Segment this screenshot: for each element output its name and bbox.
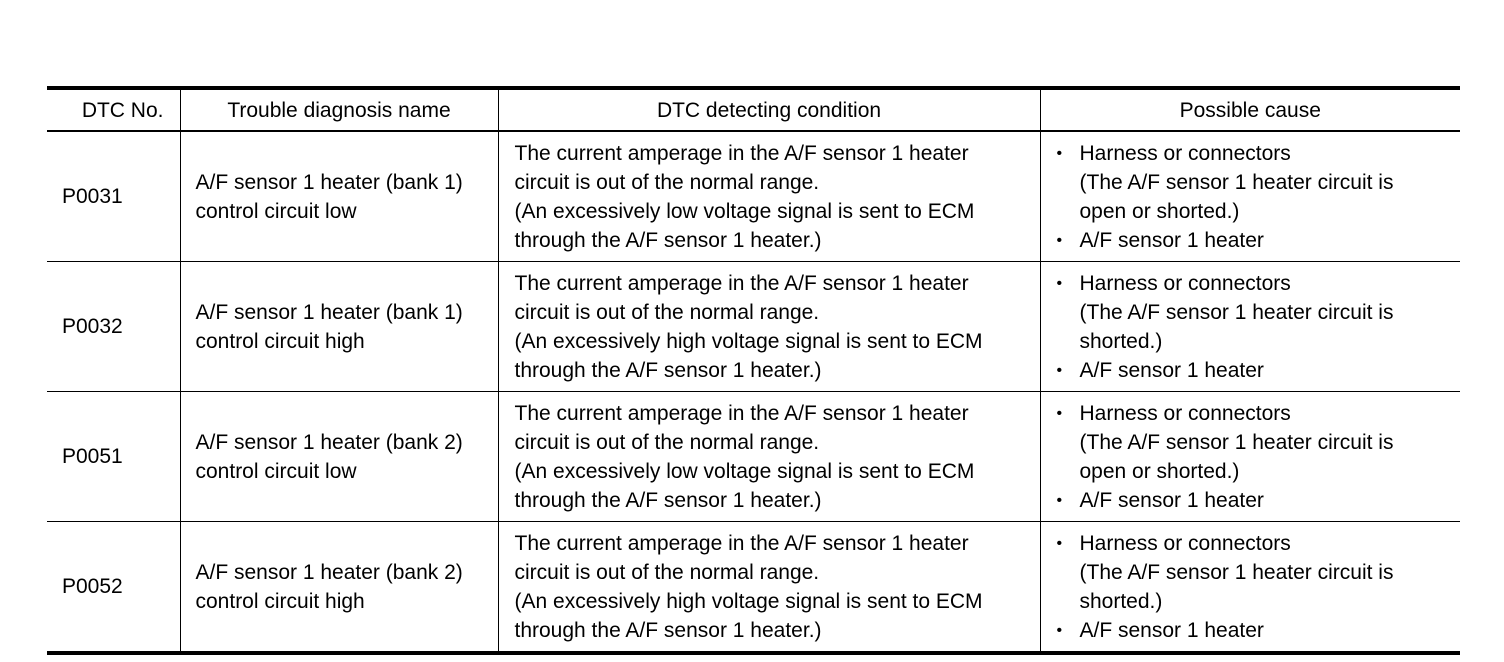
cause-detail-line: (The A/F sensor 1 heater circuit is bbox=[1079, 430, 1394, 454]
cause-detail bbox=[1055, 558, 1461, 616]
bullet-icon: • bbox=[1056, 534, 1063, 552]
condition-line: circuit is out of the normal range. bbox=[514, 560, 820, 584]
condition-line: through the A/F sensor 1 heater.) bbox=[514, 488, 822, 512]
diagnosis-name-line: A/F sensor 1 heater (bank 1) bbox=[195, 170, 463, 194]
condition-line: through the A/F sensor 1 heater.) bbox=[514, 618, 822, 642]
bullet-icon: • bbox=[1056, 621, 1063, 639]
diagnosis-name-line: control circuit high bbox=[195, 329, 365, 353]
cause-item-label: A/F sensor 1 heater bbox=[1079, 358, 1264, 382]
cause-item bbox=[1055, 269, 1461, 298]
diagnosis-name-line: A/F sensor 1 heater (bank 2) bbox=[195, 430, 463, 454]
cause-item bbox=[1055, 139, 1461, 168]
cause-item-label: A/F sensor 1 heater bbox=[1079, 228, 1264, 252]
cause-item-label: Harness or connectors bbox=[1079, 271, 1291, 295]
condition-line: through the A/F sensor 1 heater.) bbox=[514, 228, 822, 252]
detecting-condition bbox=[498, 131, 1040, 262]
cause-detail-line: open or shorted.) bbox=[1079, 459, 1240, 483]
cause-item bbox=[1055, 226, 1461, 255]
table-row bbox=[47, 392, 1460, 522]
bullet-icon: • bbox=[1056, 404, 1063, 422]
table-header bbox=[47, 88, 1460, 131]
condition-line: (An excessively high voltage signal is sent to ECM bbox=[514, 329, 983, 353]
possible-cause bbox=[1040, 392, 1460, 522]
header-row bbox=[47, 88, 1460, 131]
cause-detail-line: shorted.) bbox=[1079, 589, 1163, 613]
cause-item bbox=[1055, 356, 1461, 385]
condition-line: circuit is out of the normal range. bbox=[514, 430, 820, 454]
cause-item-label: Harness or connectors bbox=[1079, 531, 1291, 555]
bullet-icon: • bbox=[1056, 231, 1063, 249]
diagnosis-name bbox=[180, 392, 498, 522]
cause-item bbox=[1055, 486, 1461, 515]
condition-line: through the A/F sensor 1 heater.) bbox=[514, 358, 822, 382]
bullet-icon: • bbox=[1056, 361, 1063, 379]
dtc-code: P0051 bbox=[62, 445, 123, 468]
table-body bbox=[47, 131, 1460, 653]
condition-line: circuit is out of the normal range. bbox=[514, 170, 820, 194]
cause-item bbox=[1055, 399, 1461, 428]
condition-line: (An excessively low voltage signal is sent to ECM bbox=[514, 199, 975, 223]
table-row bbox=[47, 262, 1460, 392]
cause-detail-line: (The A/F sensor 1 heater circuit is bbox=[1079, 560, 1394, 584]
cause-detail-line: open or shorted.) bbox=[1079, 199, 1240, 223]
possible-cause bbox=[1040, 262, 1460, 392]
cause-item-label: A/F sensor 1 heater bbox=[1079, 488, 1264, 512]
condition-line: The current amperage in the A/F sensor 1 heater bbox=[514, 271, 969, 295]
bullet-icon: • bbox=[1056, 274, 1063, 292]
condition-line: The current amperage in the A/F sensor 1 heater bbox=[514, 531, 969, 555]
diagnosis-name-line: control circuit high bbox=[195, 589, 365, 613]
condition-line: The current amperage in the A/F sensor 1 heater bbox=[514, 141, 969, 165]
bullet-icon: • bbox=[1056, 491, 1063, 509]
bullet-icon: • bbox=[1056, 144, 1063, 162]
cause-item bbox=[1055, 529, 1461, 558]
condition-line: The current amperage in the A/F sensor 1 heater bbox=[514, 401, 969, 425]
detecting-condition bbox=[498, 522, 1040, 654]
cause-list bbox=[1055, 139, 1461, 255]
diagnosis-name bbox=[180, 262, 498, 392]
condition-line: (An excessively high voltage signal is sent to ECM bbox=[514, 589, 983, 613]
dtc-code: P0052 bbox=[62, 575, 123, 598]
cause-item-label: A/F sensor 1 heater bbox=[1079, 618, 1264, 642]
cause-detail bbox=[1055, 298, 1461, 356]
header-dtc-no: DTC No. bbox=[81, 98, 164, 122]
condition-line: circuit is out of the normal range. bbox=[514, 300, 820, 324]
diagnosis-name bbox=[180, 131, 498, 262]
cause-detail bbox=[1055, 428, 1461, 486]
cause-item-label: Harness or connectors bbox=[1079, 401, 1291, 425]
diagnosis-name-line: A/F sensor 1 heater (bank 2) bbox=[195, 560, 463, 584]
header-possible-cause: Possible cause bbox=[1040, 88, 1460, 131]
cause-item-label: Harness or connectors bbox=[1079, 141, 1291, 165]
cause-detail-line: (The A/F sensor 1 heater circuit is bbox=[1079, 170, 1394, 194]
cause-detail bbox=[1055, 168, 1461, 226]
cause-list bbox=[1055, 399, 1461, 515]
diagnosis-name bbox=[180, 522, 498, 654]
cause-detail-line: (The A/F sensor 1 heater circuit is bbox=[1079, 300, 1394, 324]
cause-item bbox=[1055, 616, 1461, 645]
cause-list bbox=[1055, 269, 1461, 385]
condition-line: (An excessively low voltage signal is sent to ECM bbox=[514, 459, 975, 483]
dtc-table bbox=[47, 86, 1460, 655]
header-trouble-diagnosis-name: Trouble diagnosis name bbox=[180, 88, 498, 131]
dtc-code: P0032 bbox=[62, 315, 123, 338]
table-row bbox=[47, 522, 1460, 654]
detecting-condition bbox=[498, 392, 1040, 522]
header-dtc-detecting-condition: DTC detecting condition bbox=[498, 88, 1040, 131]
detecting-condition bbox=[498, 262, 1040, 392]
possible-cause bbox=[1040, 131, 1460, 262]
dtc-code: P0031 bbox=[62, 185, 123, 208]
diagnosis-name-line: control circuit low bbox=[195, 459, 357, 483]
diagnosis-name-line: control circuit low bbox=[195, 199, 357, 223]
possible-cause bbox=[1040, 522, 1460, 654]
table-row bbox=[47, 131, 1460, 262]
diagnosis-name-line: A/F sensor 1 heater (bank 1) bbox=[195, 300, 463, 324]
cause-list bbox=[1055, 529, 1461, 645]
cause-detail-line: shorted.) bbox=[1079, 329, 1163, 353]
